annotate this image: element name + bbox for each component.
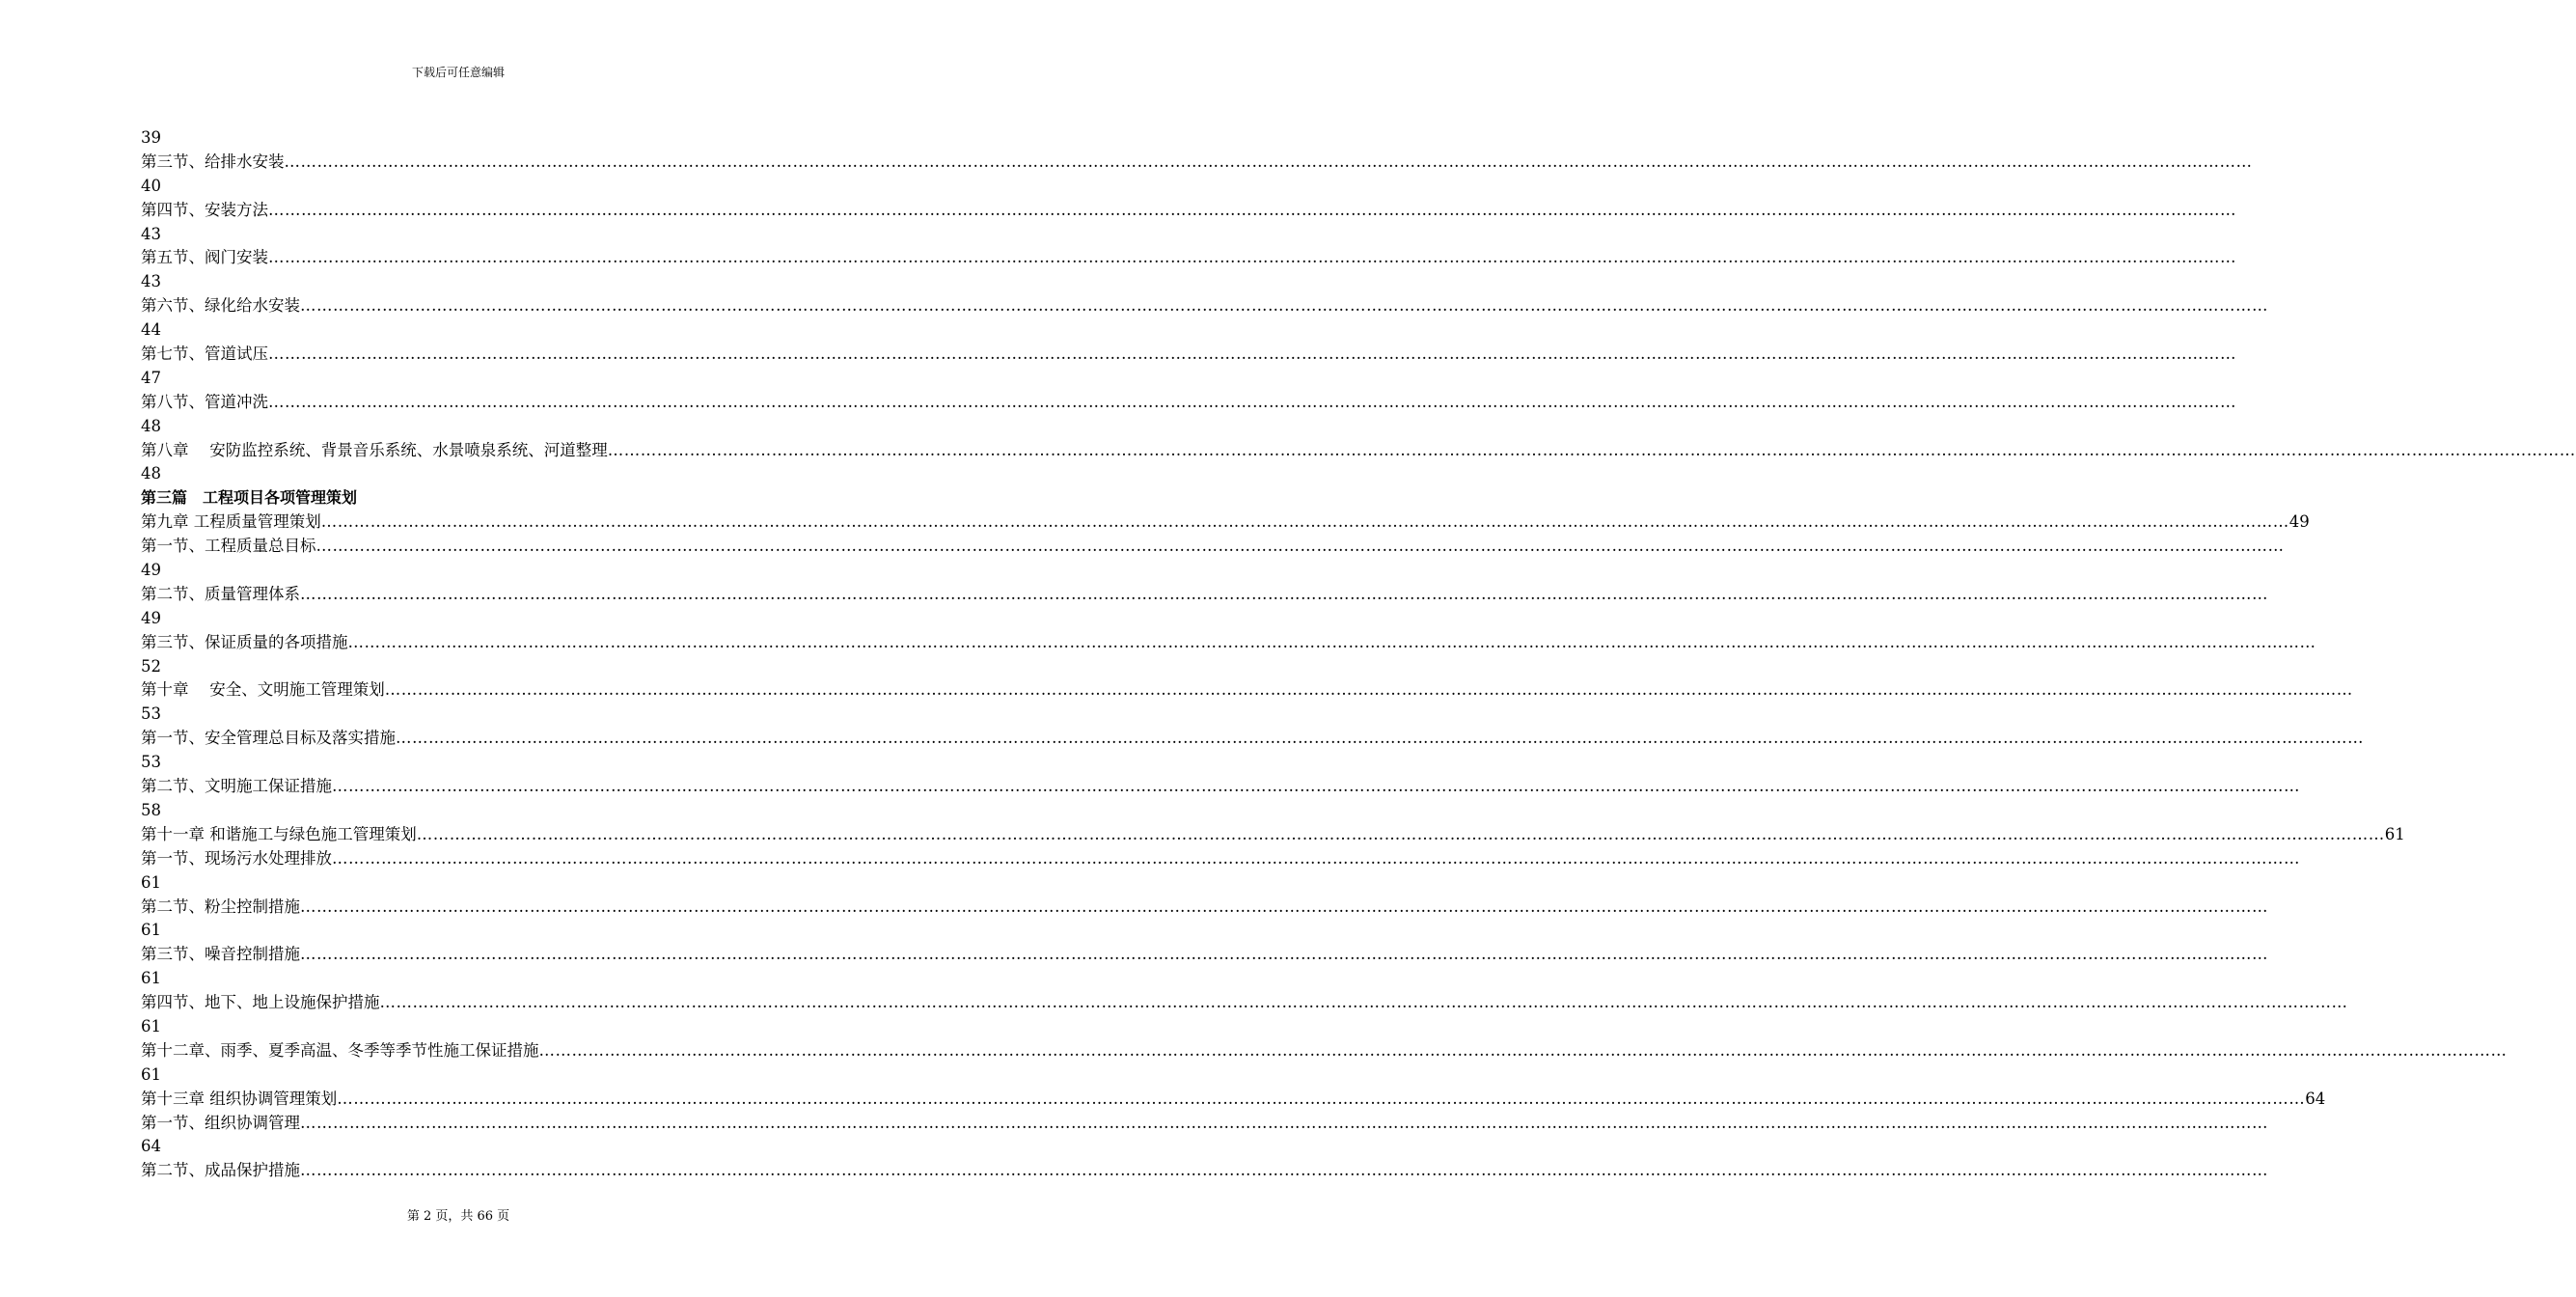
toc-entry-page: 49 [2288,512,2310,532]
toc-page-number: 61 [141,1064,161,1084]
toc-leader-dots: ……………………………………………………………………………………………………………………………………………………………………………………………………………………………………………………………………………………………………………………………… [337,1089,2306,1108]
page-footer: 第 2 页，共 66 页 [406,1209,510,1224]
toc-entry [141,343,2236,367]
toc-entry-title: 第三节、噪音控制措施 [141,945,300,964]
toc-entry-title: 第三节、保证质量的各项措施 [141,632,348,651]
toc-entry-title: 第八节、管道冲洗 [141,392,268,411]
toc-entry [141,199,2236,223]
toc-leader-dots: ……………………………………………………………………………………………………………………………………………………………………………………………………………………………………………………………………………………………………………………………… [332,777,2300,796]
toc-entry [141,727,2364,751]
toc-page-number: 53 [141,753,161,772]
toc-entry [141,631,2316,655]
toc-entry [141,678,2353,703]
toc-page-number: 43 [141,224,161,243]
toc-entry [141,847,2300,871]
toc-leader-dots: ……………………………………………………………………………………………………………………………………………………………………………………………………………………………………………………………………………………………………………………………… [607,440,2576,459]
toc-page-number: 49 [141,608,161,627]
toc-page-number: 61 [141,872,161,892]
toc-entry [141,583,2268,607]
toc-entry-title: 第八章 安防监控系统、背景音乐系统、水景喷泉系统、河道整理 [141,440,608,459]
toc-entry [141,896,2268,920]
toc-entry [141,1159,2268,1183]
toc-page-number: 40 [141,176,161,195]
toc-entry [141,1088,2326,1112]
toc-page-number: 39 [141,128,161,147]
toc-entry-title: 第一节、工程质量总目标 [141,537,316,556]
toc-entry [141,775,2300,799]
toc-entry-title: 第一节、现场污水处理排放 [141,848,332,868]
toc-page-number: 43 [141,272,161,291]
toc-leader-dots: ……………………………………………………………………………………………………………………………………………………………………………………………………………………………………………………………………………………………………………………………… [347,632,2316,651]
toc-page-number: 53 [141,704,161,724]
toc-entry-title: 第二节、文明施工保证措施 [141,777,332,796]
toc-leader-dots: ……………………………………………………………………………………………………………………………………………………………………………………………………………………………………………………………………………………………………………………………… [416,824,2385,843]
toc-leader-dots: ……………………………………………………………………………………………………………………………………………………………………………………………………………………………………………………………………………………………………………………………… [315,537,2285,556]
toc-page-number: 58 [141,800,161,819]
toc-page-number: 61 [141,1016,161,1035]
toc-leader-dots: ……………………………………………………………………………………………………………………………………………………………………………………………………………………………………………………………………………………………………………………………… [300,897,2268,916]
toc-entry-title: 第二节、成品保护措施 [141,1161,300,1180]
toc-page-number: 47 [141,368,161,387]
toc-page-number: 48 [141,416,161,435]
toc-entry-title: 第六节、绿化给水安装 [141,296,300,316]
toc-entry [141,943,2268,967]
toc-page-number: 48 [141,464,161,483]
toc-entry-title: 第五节、阀门安装 [141,248,268,267]
toc-page-number: 52 [141,656,161,676]
toc-leader-dots: ……………………………………………………………………………………………………………………………………………………………………………………………………………………………………………………………………………………………………………………………… [268,200,2236,219]
toc-entry [141,991,2348,1015]
toc-entry-title: 第一节、组织协调管理 [141,1113,300,1132]
toc-entry-title: 第一节、安全管理总目标及落实措施 [141,729,396,748]
toc-entry [141,1039,2507,1063]
toc-leader-dots: ……………………………………………………………………………………………………………………………………………………………………………………………………………………………………………………………………………………………………………………………… [300,296,2268,316]
toc-entry [141,1112,2268,1136]
toc-entry-title: 第七节、管道试压 [141,345,268,364]
toc-leader-dots: ……………………………………………………………………………………………………………………………………………………………………………………………………………………………………………………………………………………………………………………………… [379,993,2348,1012]
toc-leader-dots: ……………………………………………………………………………………………………………………………………………………………………………………………………………………………………………………………………………………………………………………………… [538,1040,2507,1060]
toc-leader-dots: ……………………………………………………………………………………………………………………………………………………………………………………………………………………………………………………………………………………………………………………………… [396,729,2364,748]
page-header: 下载后可任意编辑 [411,66,505,79]
toc-entry [141,823,2405,847]
toc-leader-dots: ……………………………………………………………………………………………………………………………………………………………………………………………………………………………………………………………………………………………………………………………… [284,152,2253,171]
toc-page-number: 61 [141,969,161,988]
toc-entry-page: 64 [2305,1089,2326,1108]
toc-leader-dots: ……………………………………………………………………………………………………………………………………………………………………………………………………………………………………………………………………………………………………………………………… [384,680,2353,700]
toc-leader-dots: ……………………………………………………………………………………………………………………………………………………………………………………………………………………………………………………………………………………………………………………………… [268,392,2236,411]
toc-entry [141,391,2236,415]
toc-leader-dots: ……………………………………………………………………………………………………………………………………………………………………………………………………………………………………………………………………………………………………………………………… [332,848,2300,868]
toc-entry [141,535,2285,559]
toc-leader-dots: ……………………………………………………………………………………………………………………………………………………………………………………………………………………………………………………………………………………………………………………………… [320,512,2289,532]
toc-entry-title: 第十一章 和谐施工与绿色施工管理策划 [141,824,417,843]
toc-leader-dots: ……………………………………………………………………………………………………………………………………………………………………………………………………………………………………………………………………………………………………………………………… [300,1113,2268,1132]
table-of-contents [141,126,2576,1183]
toc-leader-dots: ……………………………………………………………………………………………………………………………………………………………………………………………………………………………………………………………………………………………………………………………… [268,248,2236,267]
toc-entry-page: 61 [2384,824,2405,843]
toc-entry-title: 第十三章 组织协调管理策划 [141,1089,338,1108]
toc-leader-dots: ……………………………………………………………………………………………………………………………………………………………………………………………………………………………………………………………………………………………………………………………… [268,345,2236,364]
toc-entry [141,246,2236,270]
toc-page-number: 64 [141,1137,161,1156]
toc-entry-title: 第二节、粉尘控制措施 [141,897,300,916]
toc-entry-title: 第四节、安装方法 [141,200,268,219]
toc-entry [141,294,2268,318]
toc-entry [141,151,2253,175]
toc-entry-title: 第二节、质量管理体系 [141,584,300,603]
toc-page-number: 49 [141,561,161,580]
toc-entry [141,511,2310,535]
toc-entry-title: 第四节、地下、地上设施保护措施 [141,993,380,1012]
toc-entry-title: 第九章 工程质量管理策划 [141,512,321,532]
toc-entry [141,439,2576,463]
toc-entry-title: 第十章 安全、文明施工管理策划 [141,680,385,700]
toc-leader-dots: ……………………………………………………………………………………………………………………………………………………………………………………………………………………………………………………………………………………………………………………………… [300,1161,2268,1180]
toc-page-number: 44 [141,320,161,340]
toc-part-heading: 第三篇 工程项目各项管理策划 [141,488,358,508]
toc-leader-dots: ……………………………………………………………………………………………………………………………………………………………………………………………………………………………………………………………………………………………………………………………… [300,945,2268,964]
toc-entry-title: 第十二章、雨季、夏季高温、冬季等季节性施工保证措施 [141,1040,539,1060]
toc-page-number: 61 [141,921,161,940]
toc-leader-dots: ……………………………………………………………………………………………………………………………………………………………………………………………………………………………………………………………………………………………………………………………… [300,584,2268,603]
toc-entry-title: 第三节、给排水安装 [141,152,285,171]
